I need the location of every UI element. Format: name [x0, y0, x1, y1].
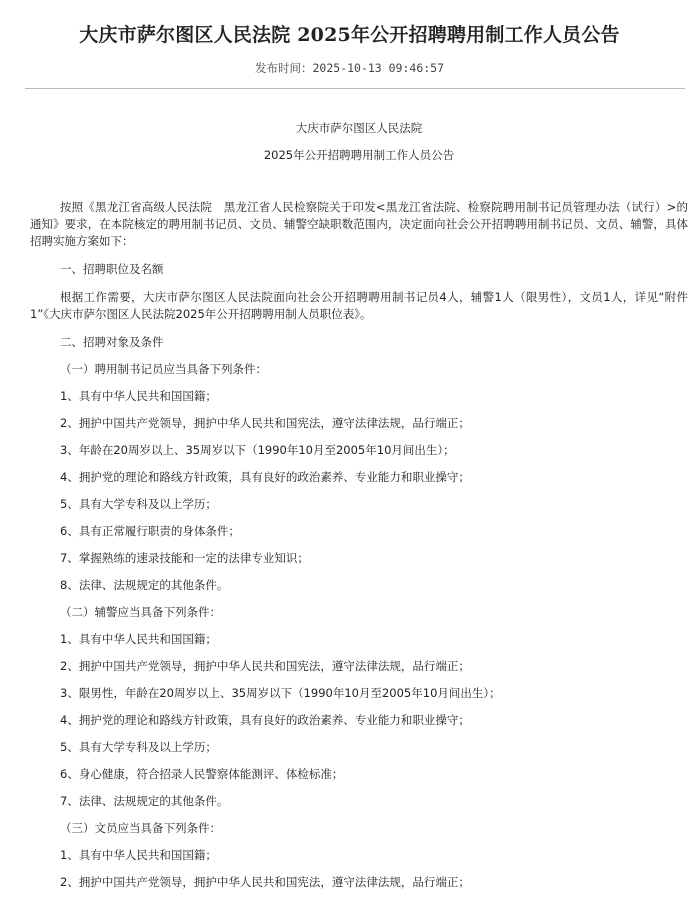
publish-label: 发布时间： [254, 61, 313, 75]
staff-subheading: （三）文员应当具备下列条件： [60, 821, 221, 835]
police-item: 4、拥护党的理论和路线方针政策，具有良好的政治素养、专业能力和职业操守； [60, 713, 470, 727]
police-item: 7、法律、法规规定的其他条件。 [60, 794, 229, 808]
clerk-item: 7、掌握熟练的速录技能和一定的法律专业知识； [60, 551, 309, 565]
intro-paragraph: 按照《黑龙江省高级人民法院 黑龙江省人民检察院关于印发<黑龙江省法院、检察院聘用制书记员管理办法（试行）>的通知》要求，在本院核定的聘用制书记员、文员、辅警空缺职数范围内，决定面向社会公开招聘聘用制书记员、文员、辅警，具体招聘实施方案如下： [30, 200, 688, 248]
section-heading-requirements: 二、招聘对象及条件 [60, 335, 164, 349]
clerk-item: 6、具有正常履行职责的身体条件； [60, 524, 240, 538]
police-item: 3、限男性，年龄在20周岁以上、35周岁以下（1990年10月至2005年10月间出生）； [60, 686, 501, 700]
staff-item: 1、具有中华人民共和国国籍； [60, 848, 217, 862]
article-doc-title: 2025年公开招聘聘用制工作人员公告 [263, 148, 455, 162]
clerk-item: 4、拥护党的理论和路线方针政策，具有良好的政治素养、专业能力和职业操守； [60, 470, 470, 484]
positions-paragraph: 根据工作需要，大庆市萨尔图区人民法院面向社会公开招聘聘用制书记员4人，辅警1人（限男性），文员1人，详见“附件1”《大庆市萨尔图区人民法院2025年公开招聘聘用制人员职位表》。 [30, 290, 688, 321]
police-item: 5、具有大学专科及以上学历； [60, 740, 217, 754]
clerk-item: 8、法律、法规规定的其他条件。 [60, 578, 229, 592]
publish-info [0, 60, 699, 76]
clerk-item: 1、具有中华人民共和国国籍； [60, 389, 217, 403]
clerk-item: 2、拥护中国共产党领导，拥护中华人民共和国宪法，遵守法律法规，品行端正； [60, 416, 470, 430]
police-subheading: （二）辅警应当具备下列条件： [60, 605, 221, 619]
publish-time: 2025-10-13 09:46:57 [312, 61, 445, 75]
staff-item: 2、拥护中国共产党领导，拥护中华人民共和国宪法，遵守法律法规，品行端正； [60, 875, 470, 889]
clerk-item: 3、年龄在20周岁以上、35周岁以下（1990年10月至2005年10月间出生）； [60, 443, 455, 457]
page-title: 大庆市萨尔图区人民法院 2025年公开招聘聘用制工作人员公告 [79, 24, 620, 46]
police-item: 6、身心健康，符合招录人民警察体能测评、体检标准； [60, 767, 344, 781]
section-heading-positions: 一、招聘职位及名额 [60, 262, 164, 276]
police-item: 1、具有中华人民共和国国籍； [60, 632, 217, 646]
clerk-item: 5、具有大学专科及以上学历； [60, 497, 217, 511]
article-body [30, 120, 688, 891]
police-item: 2、拥护中国共产党领导，拥护中华人民共和国宪法，遵守法律法规，品行端正； [60, 659, 470, 673]
title-divider [25, 88, 685, 89]
article-org-name: 大庆市萨尔图区人民法院 [295, 121, 423, 135]
clerk-subheading: （一）聘用制书记员应当具备下列条件： [60, 362, 267, 376]
